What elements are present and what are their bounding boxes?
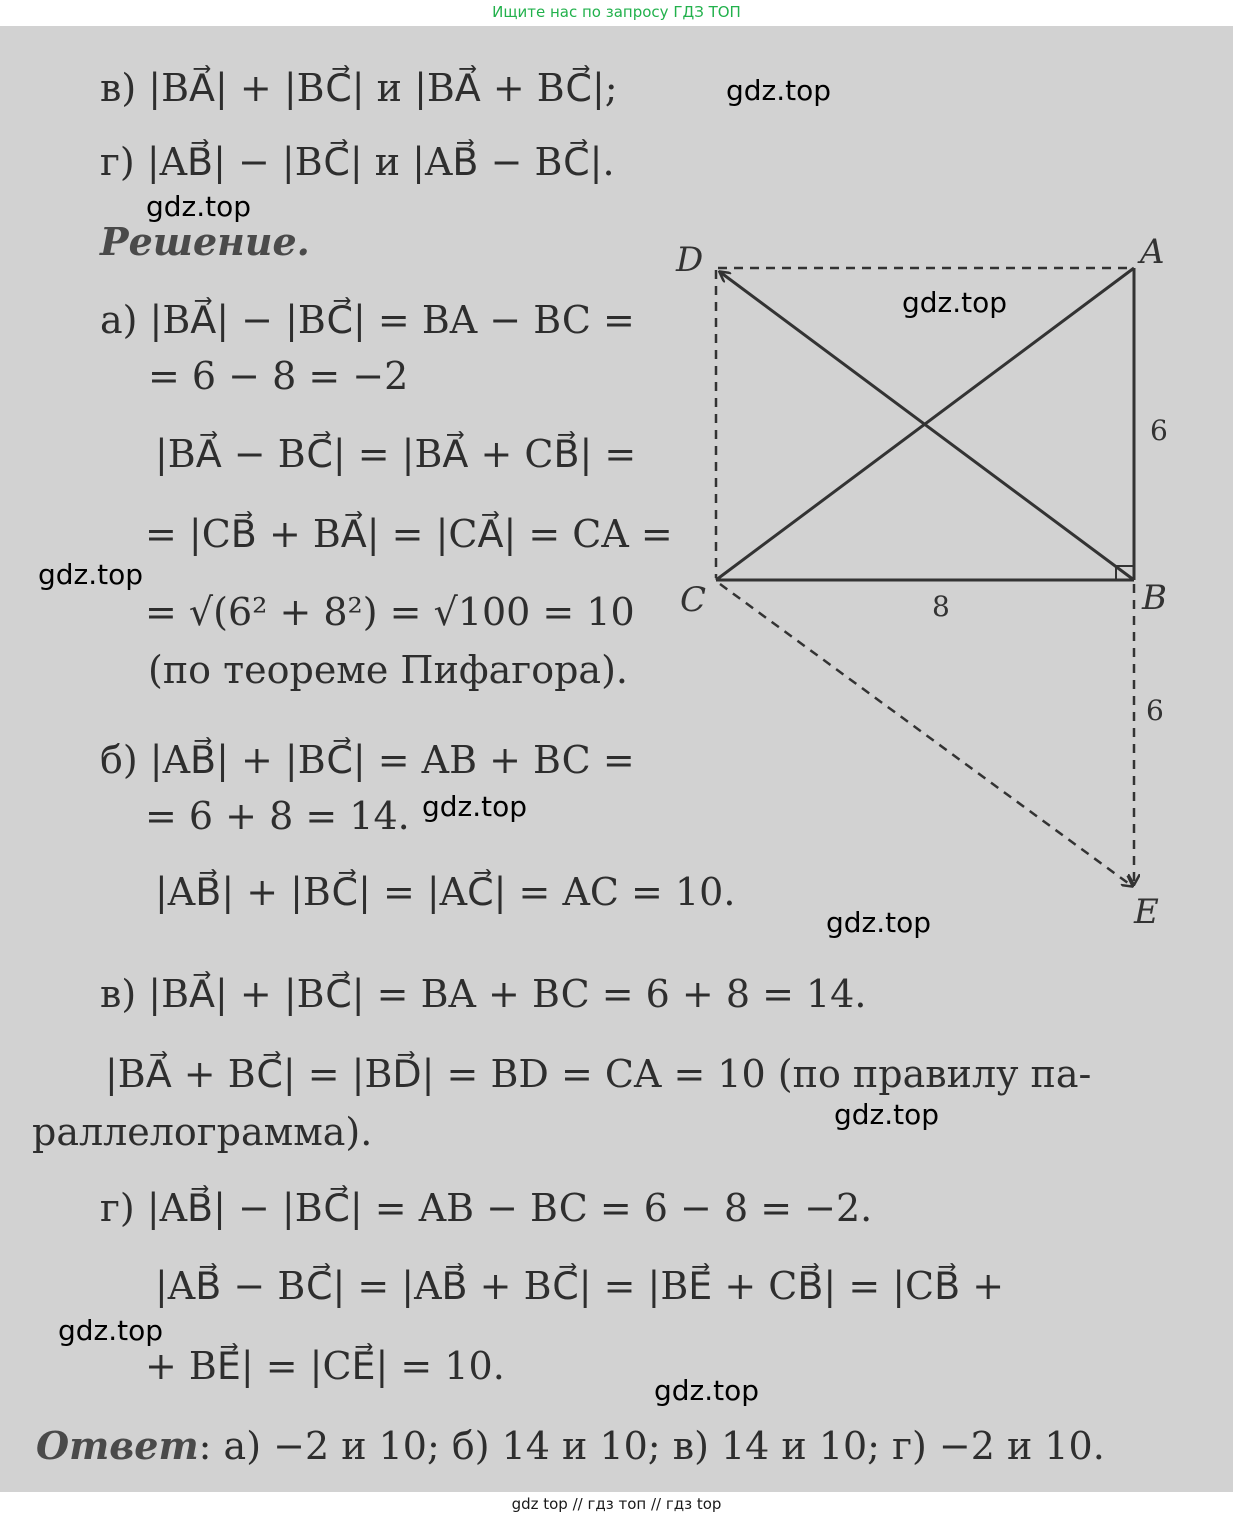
point-label-D: D — [676, 240, 704, 280]
watermark: gdz.top — [654, 1374, 760, 1407]
part-b-line-2: = 6 + 8 = 14. — [145, 794, 410, 838]
part-a-line-3: |BA⃗ − BC⃗| = |BA⃗ + CB⃗| = — [155, 432, 637, 476]
part-a-line-2: = 6 − 8 = −2 — [148, 354, 409, 398]
length-label-BE: 6 — [1146, 694, 1164, 727]
problem-line-v: в) |BA⃗| + |BC⃗| и |BA⃗ + BC⃗|; — [100, 66, 618, 110]
solution-heading: Решение. — [100, 219, 310, 264]
part-g-line-2: |AB⃗ − BC⃗| = |AB⃗ + BC⃗| = |BE⃗ + CB⃗| = |CB⃗ + — [155, 1264, 1005, 1308]
part-b-line-3: |AB⃗| + |BC⃗| = |AC⃗| = AC = 10. — [155, 870, 736, 914]
watermark: gdz.top — [834, 1098, 940, 1131]
part-a-line-6: (по теореме Пифагора). — [148, 648, 628, 692]
answer-text: : а) −2 и 10; б) 14 и 10; в) 14 и 10; г) −2 и 10. — [198, 1424, 1105, 1468]
point-label-A: A — [1140, 232, 1165, 272]
watermark: gdz.top — [826, 906, 932, 939]
point-label-C: C — [680, 580, 707, 620]
point-label-B: B — [1142, 578, 1167, 618]
top-banner[interactable]: Ищите нас по запросу ГДЗ ТОП — [492, 3, 741, 21]
part-a-line-1: а) |BA⃗| − |BC⃗| = BA − BC = — [100, 298, 635, 342]
part-a-line-5: = √(6² + 8²) = √100 = 10 — [145, 590, 635, 634]
problem-line-g: г) |AB⃗| − |BC⃗| и |AB⃗ − BC⃗|. — [100, 140, 615, 184]
point-label-E: E — [1134, 892, 1159, 932]
length-label-AB: 6 — [1150, 414, 1168, 447]
part-v-line-2: |BA⃗ + BC⃗| = |BD⃗| = BD = CA = 10 (по правилу па- — [105, 1052, 1092, 1096]
watermark: gdz.top — [902, 286, 1008, 319]
footer-links[interactable]: gdz top // гдз топ // гдз top — [511, 1495, 722, 1513]
watermark: gdz.top — [146, 190, 252, 223]
part-v-line-1: в) |BA⃗| + |BC⃗| = BA + BC = 6 + 8 = 14. — [100, 972, 867, 1016]
part-g-line-3: + BE⃗| = |CE⃗| = 10. — [145, 1344, 505, 1388]
part-a-line-4: = |CB⃗ + BA⃗| = |CA⃗| = CA = — [145, 512, 673, 556]
answer-label: Ответ — [36, 1423, 199, 1468]
watermark: gdz.top — [422, 790, 528, 823]
watermark: gdz.top — [726, 74, 832, 107]
watermark: gdz.top — [58, 1314, 164, 1347]
part-b-line-1: б) |AB⃗| + |BC⃗| = AB + BC = — [100, 738, 635, 782]
length-label-CB: 8 — [932, 590, 950, 623]
part-v-line-3: раллелограмма). — [32, 1110, 373, 1154]
vector-CE — [720, 584, 1132, 886]
watermark: gdz.top — [38, 558, 144, 591]
part-g-line-1: г) |AB⃗| − |BC⃗| = AB − BC = 6 − 8 = −2. — [100, 1186, 873, 1230]
